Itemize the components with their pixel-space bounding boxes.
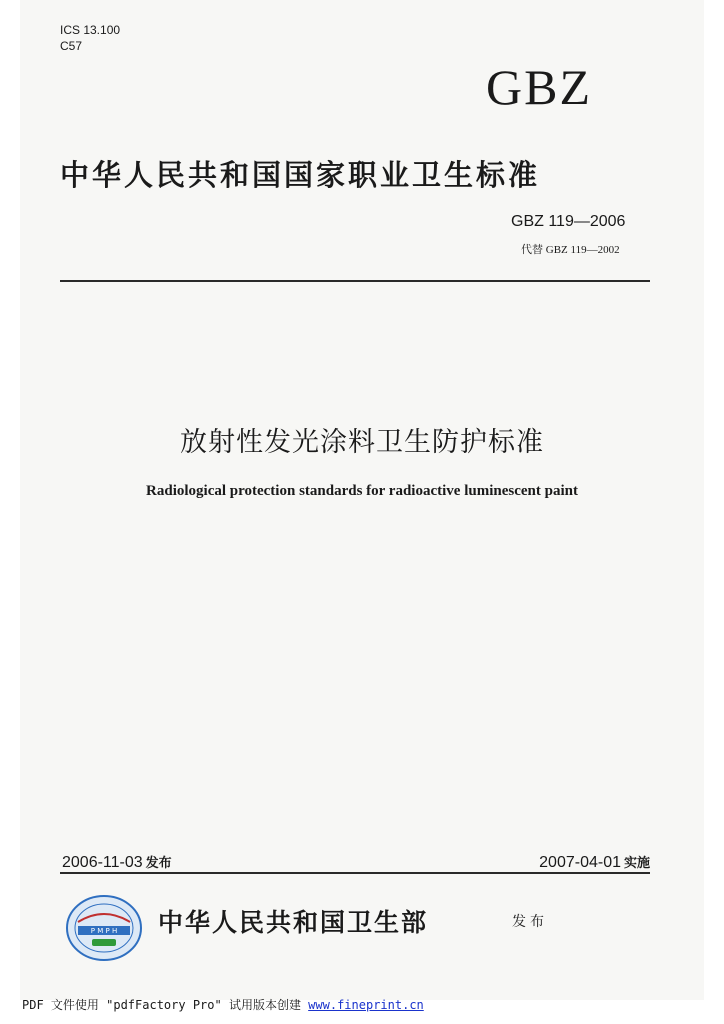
- implementation-label: 实施: [623, 856, 650, 871]
- ics-code: ICS 13.100: [60, 23, 121, 37]
- standard-number: GBZ 119—2006: [511, 213, 626, 230]
- publisher-seal-icon: [64, 892, 144, 964]
- implementation-date-block: [539, 852, 650, 872]
- document-title-chinese: 放射性发光涂料卫生防护标准: [180, 427, 544, 458]
- issue-date-block: [62, 852, 172, 872]
- issue-date: 2006-11-03: [62, 854, 143, 871]
- ccs-code: C57: [60, 39, 83, 53]
- replaces-note: 代替 GBZ 119—2002: [521, 244, 620, 256]
- top-divider: [60, 280, 650, 282]
- pdf-footer: [22, 996, 424, 1013]
- issue-label: 发布: [145, 856, 172, 871]
- standard-category-title: 中华人民共和国国家职业卫生标准: [60, 158, 541, 192]
- gbz-logo: GBZ: [486, 59, 592, 115]
- footer-link[interactable]: www.fineprint.cn: [308, 998, 424, 1012]
- seal-letters: P M P H: [90, 927, 118, 935]
- bottom-divider: [60, 872, 650, 874]
- document-title-english: Radiological protection standards for radioactive luminescent paint: [146, 483, 578, 499]
- publisher-name: 中华人民共和国卫生部: [158, 908, 429, 937]
- classification-codes: [60, 22, 120, 54]
- document-page: [20, 0, 704, 1000]
- publish-verb: 发布: [512, 914, 548, 930]
- implementation-date: 2007-04-01: [539, 854, 621, 871]
- footer-text: PDF 文件使用 "pdfFactory Pro" 试用版本创建: [22, 998, 309, 1012]
